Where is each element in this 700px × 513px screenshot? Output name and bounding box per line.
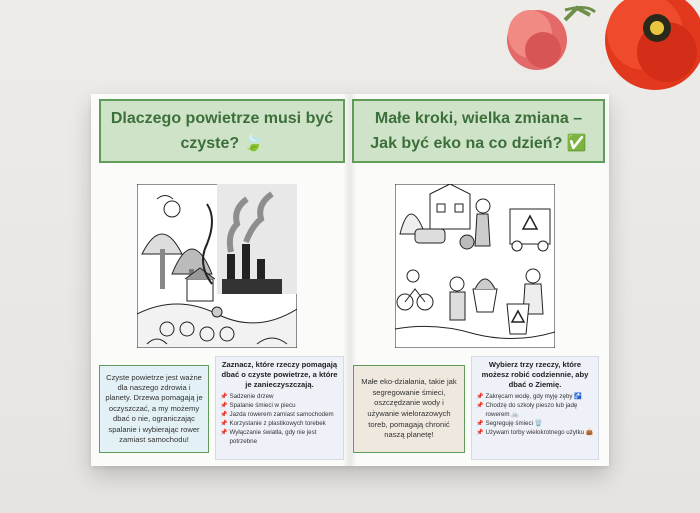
left-task-card xyxy=(215,356,344,460)
pushpin-icon: 📌 xyxy=(476,394,484,400)
right-page xyxy=(351,94,609,466)
task-item[interactable]: 📌 Korzystanie z plastikowych torebek xyxy=(220,419,326,427)
task-item[interactable]: 📌 Sadzenie drzew xyxy=(220,393,274,400)
left-page xyxy=(91,94,349,466)
task-item[interactable]: 📌 Zakręcam wodę, gdy myję zęby 🚰 xyxy=(476,393,582,400)
pushpin-icon: 📌 xyxy=(220,402,228,409)
poppy-flowers-decoration xyxy=(495,0,700,100)
right-info-card xyxy=(353,365,465,453)
right-page-title: Małe kroki, wielka zmiana – Jak być eko na co dzień? ✅ xyxy=(352,99,605,163)
open-booklet xyxy=(91,94,609,466)
clean-vs-polluted-town-illustration xyxy=(137,184,297,348)
task-item[interactable]: 📌 Wyłączanie światła, gdy nie jest potrzebne xyxy=(220,428,317,445)
task-item[interactable]: 📌 Chodzę do szkoły pieszo lub jadę rowerem 🚲 xyxy=(476,401,578,418)
pushpin-icon: 📌 xyxy=(476,420,484,427)
left-info-card xyxy=(99,365,209,453)
right-info-text: Małe eko-działania, takie jak segregowanie śmieci, oszczędzanie wody i używanie wielorazowych toreb, pomagają chronić naszą planetę! xyxy=(361,377,457,440)
pushpin-icon: 📌 xyxy=(476,429,484,436)
task-item[interactable]: 📌 Spalanie śmieci w piecu xyxy=(220,401,296,409)
left-task-title: Zaznacz, które rzeczy pomagają dbać o czyste powietrze, a które je zanieczyszczają. xyxy=(221,360,338,389)
left-info-text: Czyste powietrze jest ważne dla naszego zdrowia i planety. Drzewa pomagają je oczyszczać, a my możemy dbać o nie, ograniczając spalanie i wybierając rower zamiast samochodu! xyxy=(105,372,203,445)
pushpin-icon: 📌 xyxy=(220,429,228,436)
pushpin-icon: 📌 xyxy=(220,411,228,418)
right-task-title: Wybierz trzy rzeczy, które możesz robić codziennie, aby dbać o Ziemię. xyxy=(481,360,589,389)
pushpin-icon: 📌 xyxy=(220,394,228,400)
recycling-kids-illustration xyxy=(395,184,555,348)
task-item[interactable]: 📌 Używam torby wielokrotnego użytku 👜 xyxy=(476,428,594,436)
task-item[interactable]: 📌 Jazda rowerem zamiast samochodem xyxy=(220,410,334,418)
left-page-title: Dlaczego powietrze musi być czyste? 🍃 xyxy=(99,99,345,163)
task-item[interactable]: 📌 Segreguję śmieci 🗑️ xyxy=(476,419,543,427)
pushpin-icon: 📌 xyxy=(476,402,484,409)
pushpin-icon: 📌 xyxy=(220,420,228,427)
right-task-card xyxy=(471,356,599,460)
